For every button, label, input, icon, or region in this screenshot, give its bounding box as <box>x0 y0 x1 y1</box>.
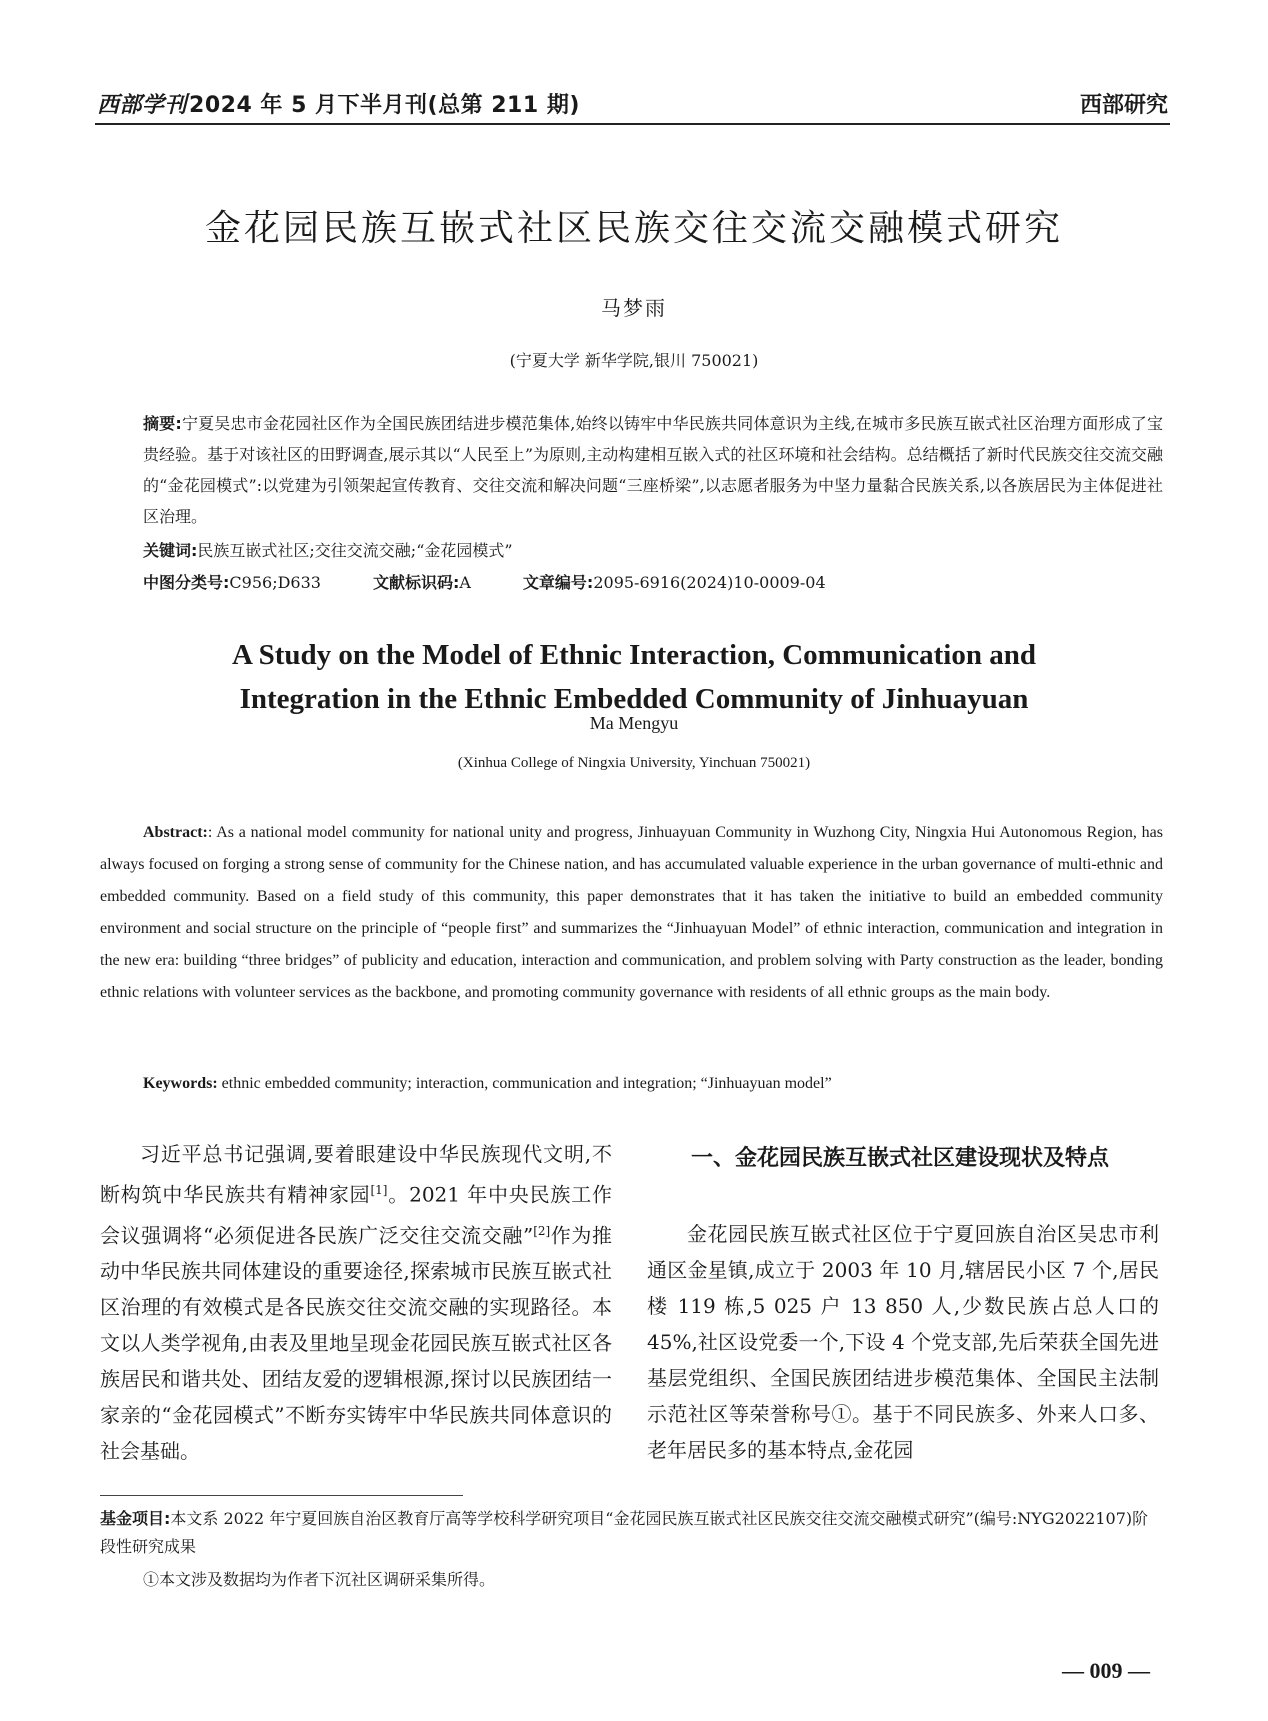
body-paragraph-intro <box>100 1136 612 1469</box>
keywords-cn-label: 关键词: <box>143 541 198 560</box>
abstract-en-label: Abstract: <box>143 824 208 841</box>
clc-label: 中图分类号: <box>143 573 230 592</box>
page-number: — 009 — <box>1062 1658 1150 1683</box>
abstract-en <box>100 817 1163 1009</box>
keywords-en-label: Keywords: <box>143 1075 218 1092</box>
footnote-rule <box>100 1495 463 1496</box>
author-en: Ma Mengyu <box>589 713 679 733</box>
doc-code-label: 文献标识码: <box>372 573 460 592</box>
keywords-cn <box>143 538 513 561</box>
journal-header <box>97 88 580 119</box>
abstract-cn-text: 宁夏吴忠市金花园社区作为全国民族团结进步模范集体,始终以铸牢中华民族共同体意识为主线,在城市多民族互嵌式社区治理方面形成了宝贵经验。基于对该社区的田野调查,展示其以“人民至上”为原则,主动构建相互嵌入式的社区环境和社会结构。总结概括了新时代民族交往交流交融的“金花园模式”:以党建为引领架起宣传教育、交往交流和解决问题“三座桥梁”,以志愿者服务为中坚力量黏合民族关系,以各族居民为主体促进社区治理。 <box>143 414 1163 526</box>
affiliation-en: (Xinhua College of Ningxia University, Yinchuan 750021) <box>457 755 811 771</box>
article-number-value: 2095-6916(2024)10-0009-04 <box>593 573 826 592</box>
clc-value: C956;D633 <box>229 573 321 592</box>
abstract-cn-label: 摘要: <box>143 414 182 433</box>
issue-info: 2024 年 5 月下半月刊(总第 211 期) <box>189 93 580 118</box>
affiliation-cn: (宁夏大学 新华学院,银川 750021) <box>509 351 759 370</box>
paper-title-en-line1: A Study on the Model of Ethnic Interaction, Communication and <box>231 639 1036 671</box>
footnote-1: ①本文涉及数据均为作者下沉社区调研采集所得。 <box>143 1570 496 1589</box>
body-text: 金花园民族互嵌式社区位于宁夏回族自治区吴忠市利通区金星镇,成立于 2003 年 10 月,辖居民小区 7 个,居民楼 119 栋,5 025 户 13 850 人,少数民族占总人口的 45%,社区设党委一个,下设 4 个党支部,先后荣获全国先进基层党组织、全国民族团结进步模范集体、全国民主法制示范社区等荣誉称号 <box>647 1222 1159 1426</box>
classification-line <box>143 570 826 593</box>
journal-logo: 西部学刊 <box>97 92 188 118</box>
abstract-cn <box>143 408 1163 532</box>
section-label: 西部研究 <box>1079 93 1168 118</box>
body-text: 。2021 年中央民族工作会议强调将“必须促进各民族广泛交往交流交融” <box>100 1182 612 1248</box>
body-text: 。基于不同民族多、外来人口多、老年居民多的基本特点,金花园 <box>647 1402 1159 1462</box>
paper-title-en <box>0 633 1268 721</box>
body-text: 作为推动中华民族共同体建设的重要途径,探索城市民族互嵌式社区治理的有效模式是各民族交往交流交融的实现路径。本文以人类学视角,由表及里地呈现金花园民族互嵌式社区各族居民和谐共处、团结友爱的逻辑根源,探讨以民族团结一家亲的“金花园模式”不断夯实铸牢中华民族共同体意识的社会基础。 <box>100 1223 613 1464</box>
keywords-en-text: ethnic embedded community; interaction, communication and integration; “Jinhuayuan model” <box>217 1075 832 1092</box>
body-text: 习近平总书记强调,要着眼建设中华民族现代文明,不断构筑中华民族共有精神家园 <box>100 1142 612 1207</box>
paper-title-en-line2: Integration in the Ethnic Embedded Community of Jinhuayuan <box>239 683 1029 715</box>
paper-title-cn: 金花园民族互嵌式社区民族交往交流交融模式研究 <box>204 208 1063 249</box>
funding-label: 基金项目: <box>100 1509 171 1528</box>
footnote-marker-1[interactable]: ① <box>831 1402 852 1426</box>
doc-code-value: A <box>459 573 471 592</box>
keywords-en <box>143 1075 832 1093</box>
funding-note <box>100 1505 1163 1561</box>
body-paragraph-section1 <box>647 1216 1159 1468</box>
header-rule <box>95 123 1170 125</box>
author-cn: 马梦雨 <box>601 296 667 320</box>
citation-ref-2[interactable]: [2] <box>533 1223 551 1238</box>
section-heading-1: 一、金花园民族互嵌式社区建设现状及特点 <box>691 1146 1110 1171</box>
abstract-en-text: : As a national model community for national unity and progress, Jinhuayuan Community in Wuzhong City, Ningxia Hui Autonomous Region, has always focused on forging a strong sense of community for the Chinese nation, and has accumulated valuable experience in the urban governance of multi-ethnic and embedded community. Based on a field study of this community, this paper demonstrates that it has taken the initiative to build an embedded community environment and social structure on the principle of “people first” and summarizes the “Jinhuayuan Model” of ethnic interaction, communication and integration in the new era: building “three bridges” of publicity and education, interaction and communication, and problem solving with Party construction as the leader, bonding ethnic relations with volunteer services as the backbone, and promoting community governance with residents of all ethnic groups as the main body. <box>100 824 1163 1001</box>
keywords-cn-text: 民族互嵌式社区;交往交流交融;“金花园模式” <box>197 541 513 560</box>
citation-ref-1[interactable]: [1] <box>370 1183 388 1197</box>
article-number-label: 文章编号: <box>522 573 594 592</box>
funding-text: 本文系 2022 年宁夏回族自治区教育厅高等学校科学研究项目“金花园民族互嵌式社区民族交往交流交融模式研究”(编号:NYG2022107)阶段性研究成果 <box>100 1509 1149 1556</box>
